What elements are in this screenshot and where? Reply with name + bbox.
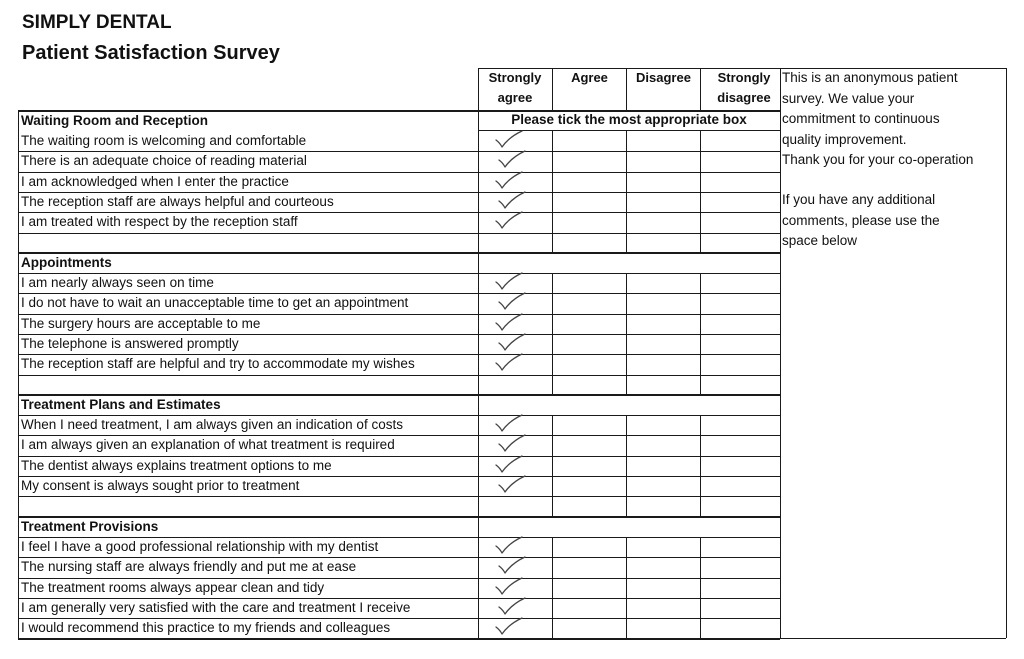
col-disagree-label: Disagree <box>636 70 691 85</box>
grid-line <box>18 293 780 294</box>
col-agree-label: Agree <box>571 70 608 85</box>
grid-line <box>18 375 780 376</box>
checkmark-icon[interactable] <box>495 596 529 616</box>
grid-line <box>18 233 780 234</box>
survey-question: I am generally very satisfied with the care and treatment I receive <box>21 599 411 615</box>
side-note-comments <box>782 190 1012 252</box>
grid-line <box>18 618 780 619</box>
side-note-line: If you have any additional <box>782 192 936 207</box>
side-note-intro <box>782 68 1012 171</box>
grid-line <box>18 212 780 213</box>
checkmark-icon[interactable] <box>492 170 526 190</box>
grid-line <box>18 252 780 254</box>
checkmark-icon[interactable] <box>492 535 526 555</box>
checkmark-icon[interactable] <box>495 291 529 311</box>
survey-question: I would recommend this practice to my friends and colleagues <box>21 620 391 636</box>
survey-question: The dentist always explains treatment options to me <box>21 457 332 473</box>
section-title: Treatment Plans and Estimates <box>21 397 221 412</box>
checkmark-icon[interactable] <box>492 271 526 291</box>
col-strongly-disagree-line1: Strongly <box>717 70 771 85</box>
instruction-text: Please tick the most appropriate box <box>511 112 747 127</box>
grid-line <box>18 354 780 355</box>
survey-question: The surgery hours are acceptable to me <box>21 315 261 331</box>
grid-line <box>18 557 780 558</box>
grid-line <box>780 638 1006 639</box>
survey-question: The nursing staff are always friendly and put me at ease <box>21 559 357 575</box>
col-strongly-agree-line2: agree <box>497 90 533 105</box>
survey-question: The waiting room is welcoming and comfortable <box>21 133 307 148</box>
checkmark-icon[interactable] <box>495 149 529 169</box>
side-note-line: comments, please use the <box>782 212 940 228</box>
survey-question: The telephone is answered promptly <box>21 335 239 351</box>
col-strongly-disagree-line2: disagree <box>717 90 771 105</box>
grid-line <box>18 334 780 335</box>
checkmark-icon[interactable] <box>495 555 529 575</box>
survey-question: I am always given an explanation of what treatment is required <box>21 437 395 453</box>
checkmark-icon[interactable] <box>492 454 526 474</box>
survey-question: I am acknowledged when I enter the practice <box>21 173 289 189</box>
survey-question: I am nearly always seen on time <box>21 275 214 290</box>
survey-question: My consent is always sought prior to treatment <box>21 477 300 493</box>
survey-question: When I need treatment, I am always given an indication of costs <box>21 417 403 432</box>
practice-name: SIMPLY DENTAL <box>22 12 172 33</box>
side-note-line: survey. We value your <box>782 90 915 106</box>
survey-question: I am treated with respect by the reception staff <box>21 214 298 230</box>
grid-line <box>478 68 479 638</box>
col-disagree <box>627 68 700 110</box>
checkmark-icon[interactable] <box>492 312 526 332</box>
side-note-line: quality improvement. <box>782 131 907 147</box>
checkmark-icon[interactable] <box>492 129 526 149</box>
grid-line <box>1006 68 1007 638</box>
section-title: Treatment Provisions <box>21 519 159 534</box>
col-strongly-agree <box>478 68 552 110</box>
survey-question: The reception staff are helpful and try to accommodate my wishes <box>21 356 415 372</box>
grid-line <box>700 537 701 638</box>
side-note-line: commitment to continuous <box>782 111 940 126</box>
grid-line <box>18 578 780 579</box>
grid-line <box>626 415 627 516</box>
side-note-line: space below <box>782 233 858 248</box>
col-strongly-disagree <box>701 68 779 110</box>
survey-title: Patient Satisfaction Survey <box>22 42 280 64</box>
col-strongly-agree-line1: Strongly <box>488 70 542 85</box>
grid-line <box>700 415 701 516</box>
grid-line <box>18 172 780 173</box>
grid-line <box>18 456 780 457</box>
grid-line <box>478 68 780 69</box>
checkmark-icon[interactable] <box>492 352 526 372</box>
grid-line <box>18 598 780 599</box>
checkmark-icon[interactable] <box>495 433 529 453</box>
checkmark-icon[interactable] <box>495 190 529 210</box>
side-note-line: This is an anonymous patient <box>782 70 958 85</box>
grid-line <box>552 537 553 638</box>
section-title: Waiting Room and Reception <box>21 113 208 128</box>
grid-line <box>626 537 627 638</box>
survey-question: The reception staff are always helpful and courteous <box>21 193 334 209</box>
checkmark-icon[interactable] <box>492 616 526 636</box>
col-agree <box>553 68 626 110</box>
survey-question: There is an adequate choice of reading material <box>21 153 307 169</box>
grid-line <box>18 476 780 477</box>
checkmark-icon[interactable] <box>495 332 529 352</box>
checkmark-icon[interactable] <box>495 474 529 494</box>
checkmark-icon[interactable] <box>492 413 526 433</box>
checkmark-icon[interactable] <box>492 576 526 596</box>
grid-line <box>18 151 780 152</box>
grid-line <box>18 496 780 497</box>
survey-question: I feel I have a good professional relationship with my dentist <box>21 539 379 554</box>
grid-line <box>626 68 627 110</box>
grid-line <box>18 314 780 315</box>
survey-question: The treatment rooms always appear clean and tidy <box>21 579 325 595</box>
grid-line <box>780 68 1006 69</box>
grid-line <box>18 435 780 436</box>
grid-line <box>18 192 780 193</box>
section-title: Appointments <box>21 255 112 270</box>
grid-line <box>780 68 781 638</box>
grid-line <box>18 638 780 640</box>
grid-line <box>700 68 701 110</box>
checkmark-icon[interactable] <box>492 210 526 230</box>
side-note-line: Thank you for your co-operation <box>782 152 974 167</box>
survey-question: I do not have to wait an unacceptable time to get an appointment <box>21 295 409 311</box>
grid-line <box>552 68 553 110</box>
grid-line <box>552 415 553 516</box>
